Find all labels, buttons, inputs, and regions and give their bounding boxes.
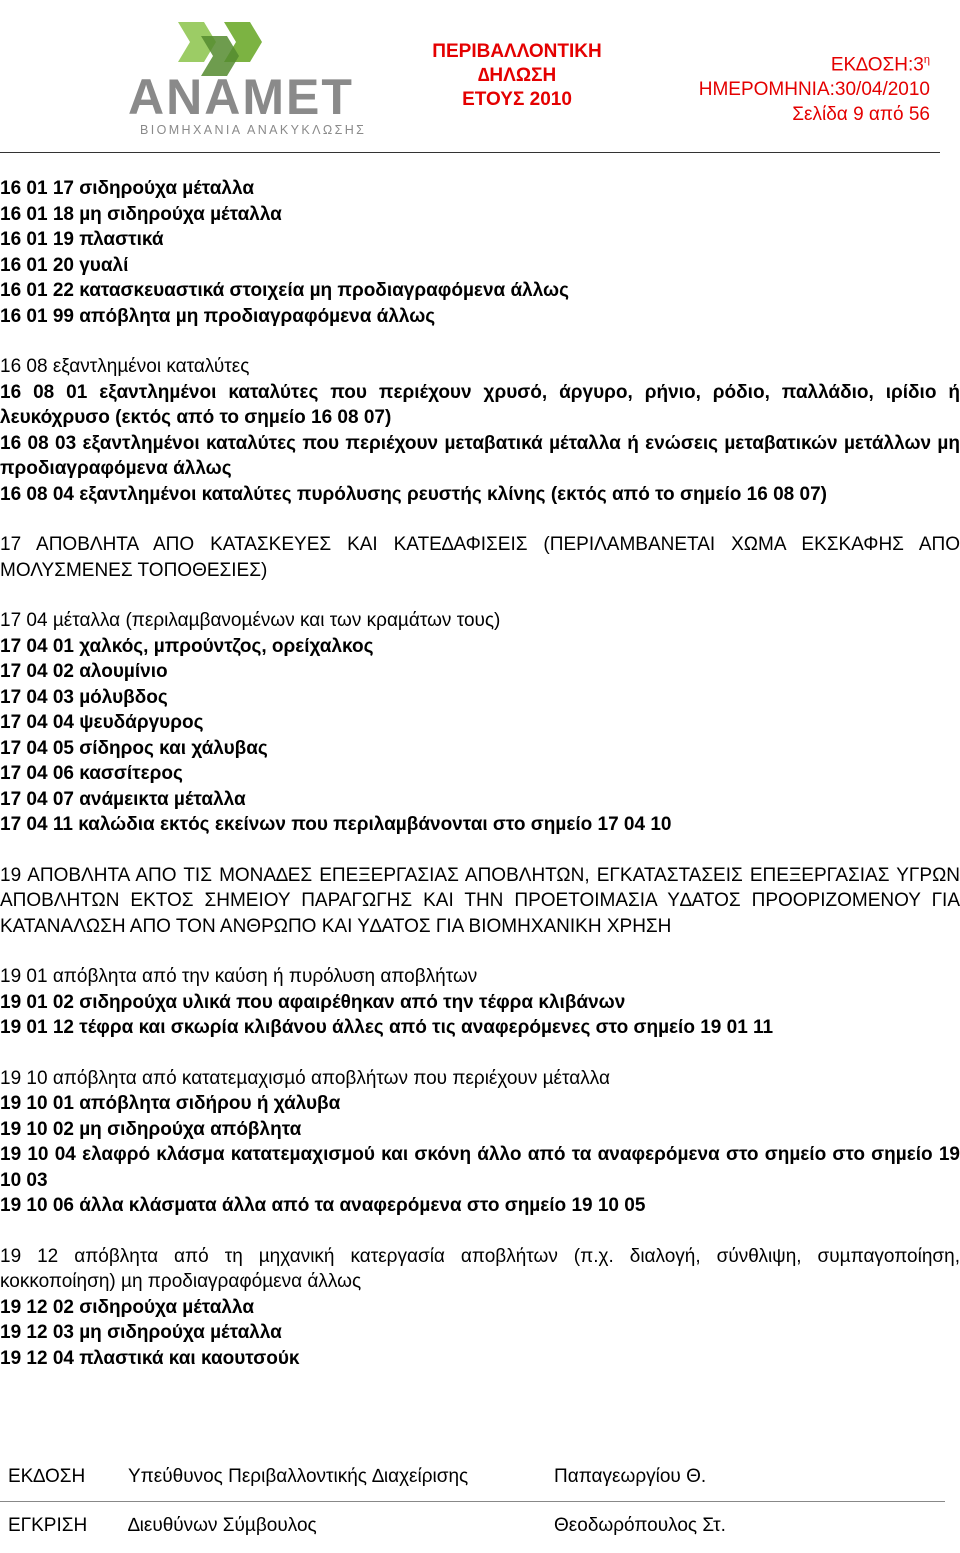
document-title <box>392 40 642 112</box>
approval-row-approval <box>0 1502 945 1551</box>
row-role: ∆ιευθύνων Σύµβουλος <box>128 1515 317 1536</box>
code-line: 17 04 11 καλώδια εκτός εκείνων που περιλαµβάνονται στο σηµείο 17 04 10 <box>0 814 672 835</box>
code-line: 19 01 02 σιδηρούχα υλικά που αφαιρέθηκαν από την τέφρα κλιβάνων <box>0 991 626 1013</box>
code-line: 16 01 18 µη σιδηρούχα µέταλλα <box>0 203 282 225</box>
title-line-3: ΕΤΟΥΣ 2010 <box>462 89 572 110</box>
row-name: Παπαγεωργίου Θ. <box>546 1453 945 1502</box>
document-body <box>0 176 960 1371</box>
code-line: 19 10 04 ελαφρό κλάσµα κατατεµαχισµού και σκόνη άλλο από τα αναφερόµενα στο σηµείο στο σηµείο 19 10 03 <box>0 1144 960 1191</box>
edition-text: ΕΚ∆ΟΣΗ:3 <box>830 54 924 76</box>
code-line: 16 01 17 σιδηρούχα µέταλλα <box>0 178 255 199</box>
category-heading: 17 04 µέταλλα (περιλαµβανοµένων και των κραµάτων τους) <box>0 610 501 631</box>
category-heading: 16 08 εξαντληµένοι καταλύτες <box>0 356 250 377</box>
approval-row-edition <box>0 1453 945 1502</box>
code-line: 19 12 02 σιδηρούχα µέταλλα <box>0 1296 255 1318</box>
code-line: 16 01 99 απόβλητα µη προδιαγραφόµενα άλλως <box>0 305 436 327</box>
code-line: 17 04 01 χαλκός, µπρούντζος, ορείχαλκος <box>0 635 374 657</box>
code-line: 19 12 04 πλαστικά και καουτσούκ <box>0 1347 300 1369</box>
chapter-heading: 17 ΑΠΟΒΛΗΤΑ ΑΠΟ ΚΑΤΑΣΚΕΥΕΣ ΚΑΙ ΚΑΤΕ∆ΑΦΙΣΕΙΣ (ΠΕΡΙΛΑΜΒΑΝΕΤΑΙ ΧΩΜΑ ΕΚΣΚΑΦΗΣ ΑΠΟ ΜΟΛΥΣΜΕΝΕΣ ΤΟΠΟΘΕΣΙΕΣ) <box>0 534 960 581</box>
page-header <box>0 0 960 150</box>
code-line: 17 04 02 αλουµίνιο <box>0 661 168 682</box>
code-line: 16 08 01 εξαντληµένοι καταλύτες που περιέχουν χρυσό, άργυρο, ρήνιο, ρόδιο, παλλάδιο, ιρίδιο ή λευκόχρυσο (εκτός από το σηµείο 16 08 07) <box>0 381 960 428</box>
header-divider <box>0 152 940 153</box>
row-label: ΕΚ∆ΟΣΗ <box>0 1453 120 1502</box>
code-line: 17 04 04 ψευδάργυρος <box>0 712 204 733</box>
logo-subtitle: ΒΙΟΜΗΧΑΝΙΑ ΑΝΑΚΥΚΛΩΣΗΣ <box>140 123 367 137</box>
code-line: 19 10 01 απόβλητα σιδήρου ή χάλυβα <box>0 1093 341 1114</box>
code-line: 19 10 02 µη σιδηρούχα απόβλητα <box>0 1118 302 1140</box>
category-heading: 19 10 απόβλητα από κατατεµαχισµό αποβλήτων που περιέχουν µέταλλα <box>0 1067 610 1089</box>
document-meta <box>640 48 930 127</box>
code-line: 16 01 19 πλαστικά <box>0 229 164 250</box>
edition <box>640 48 930 77</box>
code-line: 19 01 12 τέφρα και σκωρία κλιβάνου άλλες από τις αναφερόµενες στο σηµείο 19 01 11 <box>0 1017 774 1038</box>
code-line: 19 10 06 άλλα κλάσµατα άλλα από τα αναφερόµενα στο σηµείο 19 10 05 <box>0 1195 646 1216</box>
logo-wordmark: ANAMET <box>128 69 354 125</box>
anamet-logo <box>28 14 388 138</box>
code-line: 17 04 06 κασσίτερος <box>0 763 183 784</box>
approval-table <box>0 1453 945 1550</box>
code-line: 19 12 03 µη σιδηρούχα µέταλλα <box>0 1322 282 1343</box>
recycle-mark-icon <box>178 22 262 76</box>
edition-sup: η <box>923 54 930 66</box>
category-heading: 19 12 απόβλητα από τη µηχανική κατεργασία αποβλήτων (π.χ. διαλογή, σύνθλιψη, συµπαγοποίηση, κοκκοποίηση) µη προδιαγραφόµενα άλλως <box>0 1245 960 1292</box>
code-line: 16 08 04 εξαντληµένοι καταλύτες πυρόλυσης ρευστής κλίνης (εκτός από το σηµείο 16 08 07) <box>0 483 827 505</box>
code-line: 17 04 07 ανάµεικτα µέταλλα <box>0 788 246 810</box>
chapter-heading: 19 ΑΠΟΒΛΗΤΑ ΑΠΟ ΤΙΣ ΜΟΝΑ∆ΕΣ ΕΠΕΞΕΡΓΑΣΙΑΣ ΑΠΟΒΛΗΤΩΝ, ΕΓΚΑΤΑΣΤΑΣΕΙΣ ΕΠΕΞΕΡΓΑΣΙΑΣ ΥΓΡΩΝ ΑΠΟΒΛΗΤΩΝ ΕΚΤΟΣ ΣΗΜΕΙΟΥ ΠΑΡΑΓΩΓΗΣ ΚΑΙ ΤΗΝ ΠΡΟΕΤΟΙΜΑΣΙΑ Υ∆ΑΤΟΣ ΠΡΟΟΡΙΖΟΜΕΝΟΥ ΓΙΑ ΚΑΤΑΝΑΛΩΣΗ ΑΠΟ ΤΟΝ ΑΝΘΡΩΠΟ ΚΑΙ Υ∆ΑΤΟΣ ΓΙΑ ΒΙΟΜΗΧΑΝΙΚΗ ΧΡΗΣΗ <box>0 864 960 937</box>
title-line-1: ΠΕΡΙΒΑΛΛΟΝΤΙΚΗ <box>432 41 602 62</box>
category-heading: 19 01 απόβλητα από την καύση ή πυρόλυση αποβλήτων <box>0 966 478 987</box>
title-line-2: ∆ΗΛΩΣΗ <box>477 65 557 86</box>
page-number: Σελίδα 9 από 56 <box>792 104 930 126</box>
row-role: Υπεύθυνος Περιβαλλοντικής ∆ιαχείρισης <box>120 1453 546 1502</box>
code-line: 16 01 20 γυαλί <box>0 254 129 276</box>
row-name: Θεοδωρόπουλος Στ. <box>554 1515 726 1536</box>
code-line: 17 04 05 σίδηρος και χάλυβας <box>0 737 268 759</box>
code-line: 17 04 03 µόλυβδος <box>0 686 168 708</box>
row-label: ΕΓΚΡΙΣΗ <box>8 1515 88 1536</box>
date: ΗΜΕΡΟΜΗΝΙΑ:30/04/2010 <box>698 79 930 101</box>
code-line: 16 08 03 εξαντληµένοι καταλύτες που περιέχουν µεταβατικά µέταλλα ή ενώσεις µεταβατικών µετάλλων µη προδιαγραφόµενα άλλως <box>0 432 960 479</box>
code-line: 16 01 22 κατασκευαστικά στοιχεία µη προδιαγραφόµενα άλλως <box>0 280 569 301</box>
